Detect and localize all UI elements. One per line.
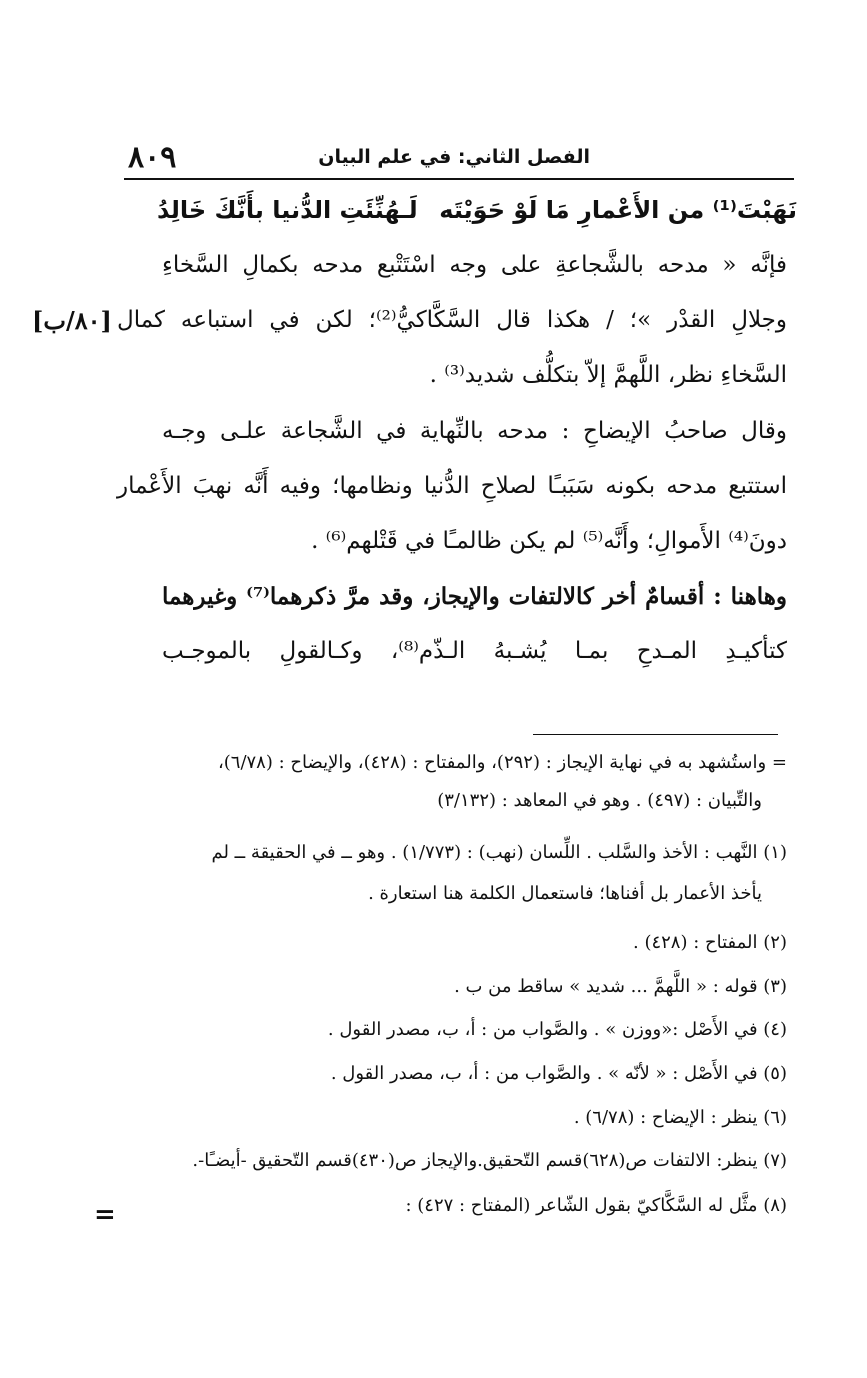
footnote-line: (٨) مثَّل له السَّكَّاكيّ بقول الشّاعر (المفتاح : ٤٢٧) : [405,1195,787,1216]
footnote-line: (٧) ينظر: الالتفات ص(٦٢٨)قسم التّحقيق.والإيجاز ص(٤٣٠)قسم التّحقيق -أيضـًا-. [192,1150,787,1171]
footnote-line: = واستُشهد به في نهاية الإيجاز : (٢٩٢)، والمفتاح : (٤٢٨)، والإيضاح : (٦/٧٨)، [217,752,787,773]
footnote-line: (٦) ينظر : الإيضاح : (٦/٧٨) . [573,1107,787,1128]
body-line: استتبع مدحه بكونه سَبَبـًا لصلاحِ الدُّنيا ونظامها؛ وفيه أَنَّه نهبَ الأَعْمار [117,473,787,499]
footnote-line: (٢) المفتاح : (٤٢٨) . [633,932,787,953]
poetry-verse [157,196,797,224]
footnote-line: (٤) في الأَصْل :«ووزن » . والصَّواب من : أ، ب، مصدر القول . [327,1019,787,1040]
header-rule [124,178,794,180]
body-line: فإنَّه « مدحه بالشَّجاعةِ على وجه اسْتَتْبع مدحه بكمالِ السَّخاءِ [162,252,787,278]
body-line: وجلالِ القدْر »؛ / هكذا قال السَّكَّاكيُّ⁽²⁾؛ لكن في استباعه كمال [117,307,787,333]
footnote-separator [533,734,778,735]
footnote-line: (١) النَّهب : الأخذ والسَّلب . اللِّسان (نهب) : (١/٧٧٣) . وهو ــ في الحقيقة ــ لم [211,842,787,863]
footnote-line: (٥) في الأَصْل : « لأنّه » . والصَّواب من : أ، ب، مصدر القول . [330,1063,787,1084]
continuation-mark: = [94,1200,116,1230]
footnote-line: يأخذ الأعمار بل أفناها؛ فاستعمال الكلمة هنا استعارة . [368,883,762,904]
body-line: السَّخاءِ نظر، اللَّهمَّ إلاّ بتكلُّف شديد⁽³⁾ . [429,362,787,388]
body-line: وقال صاحبُ الإيضاحِ : مدحه بالنِّهاية في الشَّجاعة علـى وجـه [162,418,787,444]
body-line: وهاهنا : أقسامٌ أخر كالالتفات والإيجاز، وقد مرَّ ذكرهما⁽⁷⁾ وغيرهما [162,583,787,610]
footnote-line: والتِّبيان : (٤٩٧) . وهو في المعاهد : (٣/١٣٢) [437,790,762,811]
verse-first-hemistich: نَهَبْتَ⁽¹⁾ من الأَعْمارِ مَا لَوْ حَوَيْتَه [439,196,797,224]
page-number: ٨٠٩ [128,140,177,175]
body-line: كتأكيـدِ المـدحِ بمـا يُشـبهُ الـذّم⁽⁸⁾، وكـالقولِ بالموجـب [162,638,788,664]
verse-second-hemistich: لَـهُنِّئَتِ الدُّنيا بأَنَّكَ خَالِدُ [157,196,418,224]
footnote-line: (٣) قوله : « اللَّهمَّ ... شديد » ساقط من ب . [454,976,787,997]
manuscript-folio-ref: [٨٠/ب] [32,306,112,335]
body-line: دونَ⁽⁴⁾ الأَموالِ؛ وأَنَّه⁽⁵⁾ لم يكن ظالمـًا في قَتْلهم⁽⁶⁾ . [311,528,787,554]
chapter-title: الفصل الثاني: في علم البيان [318,146,590,168]
